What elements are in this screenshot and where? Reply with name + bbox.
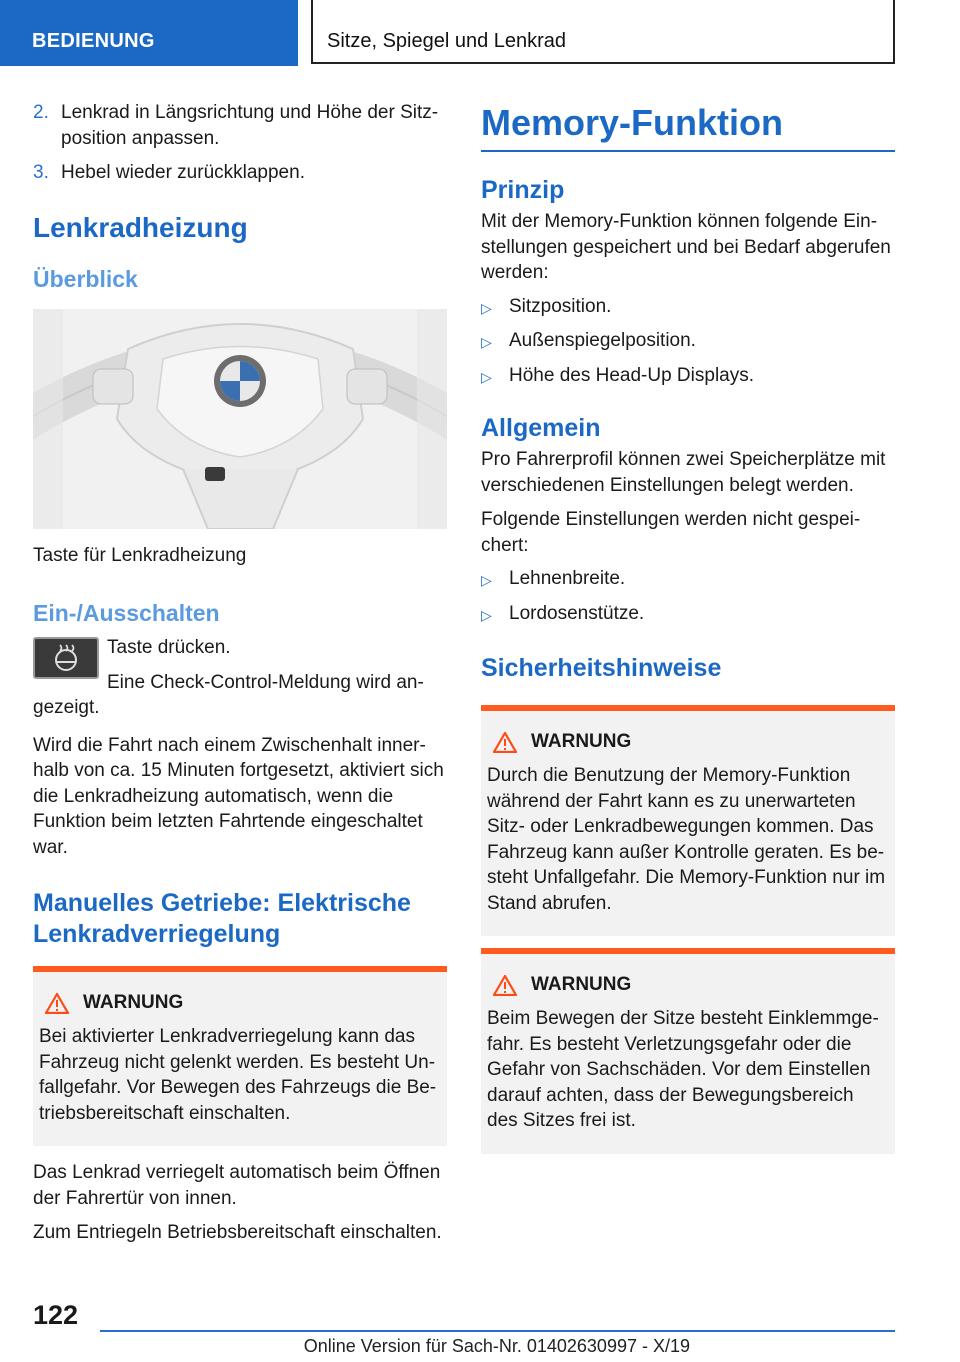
- list-item-text: Außenspiegelposition.: [509, 330, 696, 351]
- auto-activation-text: Wird die Fahrt nach einem Zwischenhalt inner-halb von ca. 15 Minuten fortgesetzt, aktiviert sich die Lenkradheizung automatisch, wenn die Funktion beim letzten Fahrtende eingeschaltet war.: [33, 734, 444, 858]
- heading-underline: [481, 150, 895, 152]
- not-saved-list: [481, 566, 895, 628]
- step-text: Lenkrad in Längsrichtung und Höhe der Sitz-position anpassen.: [61, 102, 439, 149]
- left-column: [33, 100, 447, 1246]
- heating-button-icon: [33, 637, 99, 679]
- warning-header: [487, 974, 887, 996]
- list-item: [481, 363, 895, 391]
- list-item: [481, 328, 895, 356]
- step-3: [33, 160, 447, 186]
- heading-lenkradheizung: Lenkradheizung: [33, 211, 248, 243]
- heading-lenkradverriegelung: Manuelles Getriebe: Elektrische Lenkradverriegelung: [33, 889, 411, 948]
- warning-triangle-icon: [493, 731, 517, 753]
- header-section-tab: [0, 0, 298, 66]
- heading-ein-ausschalten: Ein-/Ausschalten: [33, 600, 220, 626]
- page-number: 122: [33, 1300, 79, 1330]
- footer-text: Online Version für Sach-Nr. 01402630997 - X/19: [303, 1336, 690, 1356]
- warning-text: Beim Bewegen der Sitze besteht Einklemmge-fahr. Es besteht Verletzungsgefahr oder die Gefahr von Sachschäden. Vor dem Einstellen darauf achten, dass der Bewegungsbereich des Sitzes frei ist.: [487, 1008, 879, 1131]
- list-item-text: Höhe des Head-Up Displays.: [509, 364, 755, 386]
- general-text: Pro Fahrerprofil können zwei Speicherplätze mit verschiedenen Einstellungen belegt werden.: [481, 449, 886, 496]
- header-section: BEDIENUNG: [32, 30, 155, 52]
- list-item: [481, 601, 895, 629]
- memory-list: [481, 294, 895, 391]
- heading-memory-funktion: Memory-Funktion: [481, 102, 783, 143]
- warning-text: Bei aktivierter Lenkradverriegelung kann das Fahrzeug nicht gelenkt werden. Es besteht Un-fallgefahr. Vor Bewegen des Fahrzeugs die Be-triebsbereitschaft einschalten.: [39, 1026, 437, 1124]
- bullet-triangle-icon: ▷: [481, 606, 492, 623]
- heading-prinzip: Prinzip: [481, 176, 565, 204]
- heading-allgemein: Allgemein: [481, 414, 601, 442]
- warning-text: Durch die Benutzung der Memory-Funktion während der Fahrt kann es zu unerwarteten Sitz- oder Lenkradbewegungen kommen. Das Fahrzeug kann außer Kontrolle geraten. Es be-steht Unfallgefahr. Die Memory-Funktion nur im Stand abrufen.: [487, 765, 886, 914]
- step-2: [33, 100, 447, 151]
- bullet-triangle-icon: ▷: [481, 334, 492, 350]
- onoff-block: [33, 635, 447, 721]
- header-chapter: Sitze, Spiegel und Lenkrad: [327, 30, 567, 52]
- list-item-text: Lehnenbreite.: [509, 568, 626, 589]
- warning-box-memory: [481, 705, 895, 936]
- check-control-text: Eine Check-Control-Meldung wird an-gezeigt.: [33, 671, 424, 718]
- unlock-text: Zum Entriegeln Betriebsbereitschaft einschalten.: [33, 1222, 442, 1243]
- list-item: [481, 566, 895, 594]
- warning-header: [39, 992, 439, 1014]
- list-item-text: Lordosenstütze.: [509, 602, 645, 624]
- image-caption: Taste für Lenkradheizung: [33, 544, 247, 566]
- right-column: [481, 102, 895, 1154]
- lock-text: Das Lenkrad verriegelt automatisch beim Öffnen der Fahrertür von innen.: [33, 1162, 441, 1209]
- list-item: [481, 294, 895, 322]
- heading-ueberblick: Überblick: [33, 265, 138, 292]
- warning-box-steering-lock: [33, 966, 447, 1146]
- footer-rule: [100, 1330, 895, 1332]
- bullet-triangle-icon: ▷: [481, 299, 492, 316]
- heading-sicherheitshinweise: Sicherheitshinweise: [481, 654, 722, 682]
- press-text: Taste drücken.: [107, 637, 231, 658]
- step-number: 2.: [33, 102, 49, 123]
- warning-title: WARNUNG: [531, 974, 632, 995]
- header-chapter-box: [311, 0, 895, 64]
- step-number: 3.: [33, 162, 49, 183]
- bullet-triangle-icon: ▷: [481, 572, 492, 588]
- warning-title: WARNUNG: [83, 992, 184, 1013]
- warning-triangle-icon: [493, 974, 517, 996]
- steering-wheel-image: [33, 309, 447, 529]
- warning-title: WARNUNG: [531, 731, 632, 752]
- list-item-text: Sitzposition.: [509, 295, 612, 317]
- steering-wheel-illustration: [33, 309, 447, 529]
- bullet-triangle-icon: ▷: [481, 368, 492, 385]
- step-text: Hebel wieder zurückklappen.: [61, 162, 305, 183]
- warning-box-seats: [481, 948, 895, 1154]
- principle-text: Mit der Memory-Funktion können folgende Ein-stellungen gespeichert und bei Bedarf abgerufen werden:: [481, 211, 891, 283]
- warning-triangle-icon: [45, 992, 69, 1014]
- not-saved-text: Folgende Einstellungen werden nicht gespei-chert:: [481, 509, 861, 556]
- warning-header: [487, 731, 887, 753]
